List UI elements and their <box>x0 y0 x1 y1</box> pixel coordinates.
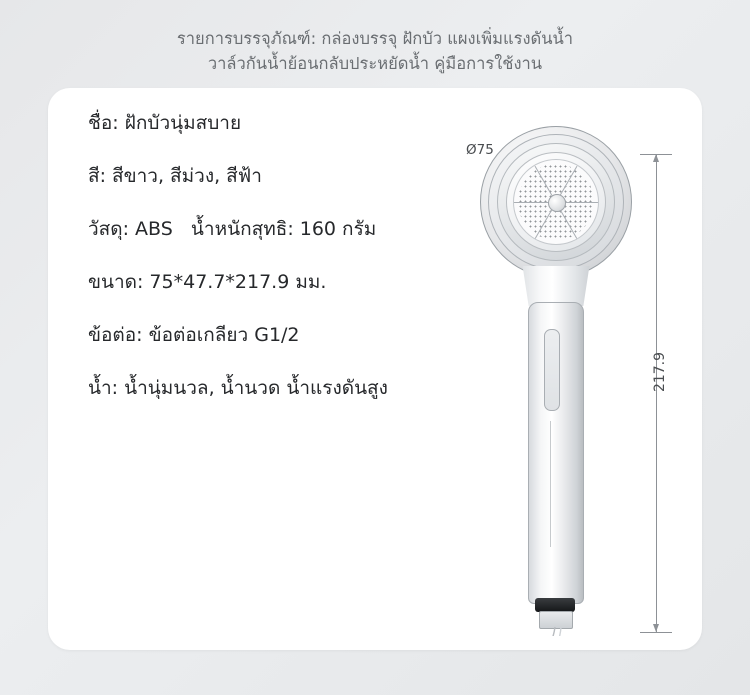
product-illustration <box>444 106 694 636</box>
spec-connector: ข้อต่อ: ข้อต่อเกลียว G1/2 <box>88 324 300 346</box>
spec-card <box>48 88 702 650</box>
height-dimension-label: 217.9 <box>652 351 669 393</box>
hose-collar <box>535 598 575 612</box>
spec-color: สี: สีขาว, สีม่วง, สีฟ้า <box>88 165 262 187</box>
thread-connector <box>539 611 573 629</box>
packing-list-header <box>0 26 750 76</box>
spec-name: ชื่อ: ฝักบัวนุ่มสบาย <box>88 112 242 134</box>
height-dimension-arrow-up <box>653 154 659 162</box>
spec-material-weight: วัสดุ: ABS น้ำหนักสุทธิ: 160 กรัม <box>88 218 377 240</box>
spec-size: ขนาด: 75*47.7*217.9 มม. <box>88 271 327 293</box>
handle-seam-line <box>550 421 551 547</box>
diameter-dimension-label: Ø75 <box>466 142 494 158</box>
spray-face <box>513 159 599 245</box>
spec-list <box>88 110 458 428</box>
shower-head <box>480 126 630 276</box>
shower-handle <box>528 302 584 604</box>
handle-mode-switch <box>544 329 560 411</box>
height-dimension-arrow-down <box>653 624 659 632</box>
spray-center-hub <box>548 194 566 212</box>
height-dimension-line <box>656 154 657 632</box>
packing-list-line-1: รายการบรรจุภัณฑ์: กล่องบรรจุ ฝักบัว แผงเพิ่มแรงดันน้ำ <box>176 29 574 48</box>
packing-list-line-2: วาล์วกันน้ำย้อนกลับประหยัดน้ำ คู่มือการใช้งาน <box>207 54 543 73</box>
height-dimension-tick-bottom <box>640 632 672 633</box>
shower-neck <box>518 266 594 306</box>
spec-water-modes: น้ำ: น้ำนุ่มนวล, น้ำนวด น้ำแรงดันสูง <box>88 377 388 399</box>
